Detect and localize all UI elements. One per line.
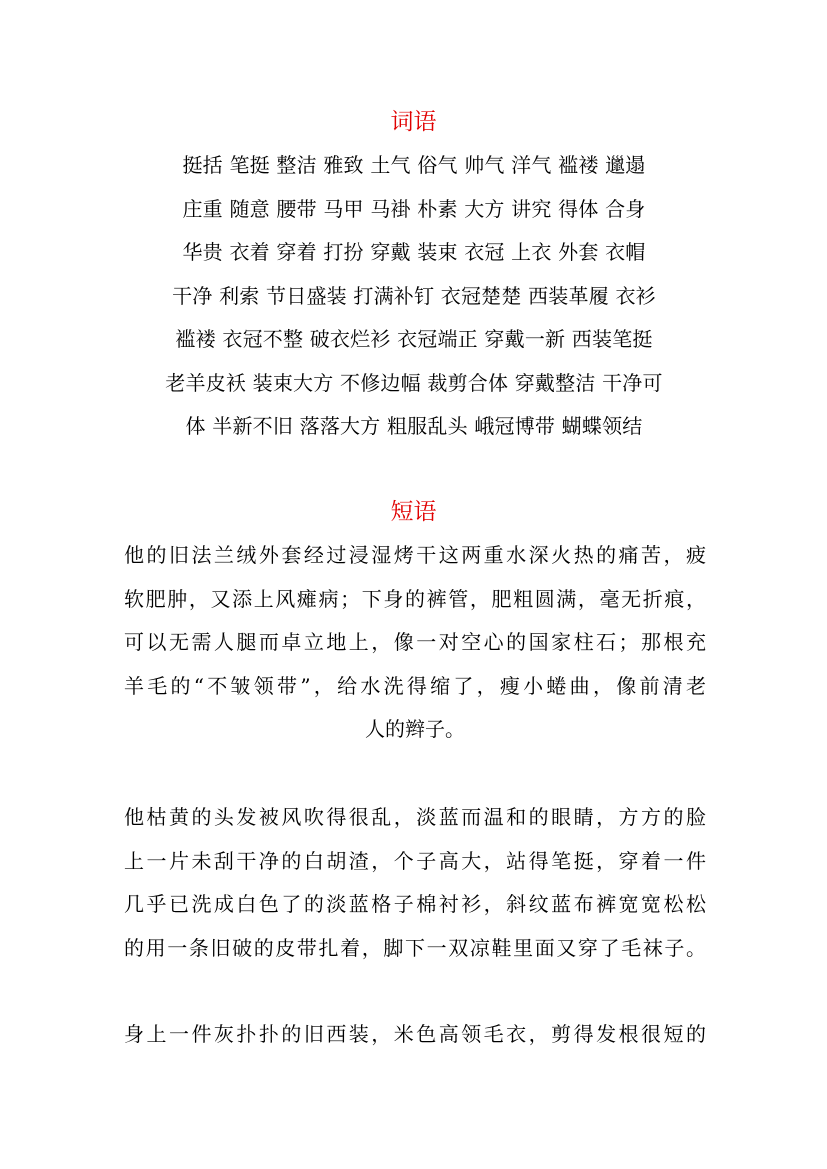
vocabulary-line: 挺括 笔挺 整洁 雅致 土气 俗气 帅气 洋气 褴褛 邋遢: [182, 153, 646, 177]
paragraph-line: 羊毛的“不皱领带”，给水洗得缩了，瘦小蜷曲，像前清老: [124, 673, 706, 698]
paragraph-line: 身上一件灰扑扑的旧西装，米色高领毛衣，剪得发根很短的: [124, 1022, 706, 1046]
paragraph-line: 他的旧法兰绒外套经过浸湿烤干这两重水深火热的痛苦，疲: [124, 543, 706, 567]
paragraph-line: 可以无需人腿而卓立地上，像一对空心的国家柱石；那根充: [124, 630, 706, 654]
paragraph-line: 软肥肿，又添上风瘫病；下身的裤管，肥粗圆满，毫无折痕，: [124, 586, 706, 611]
paragraph-line: 几乎已洗成白色了的淡蓝格子棉衬衫，斜纹蓝布裤宽宽松松: [124, 892, 706, 916]
paragraph-line: 人的辫子。: [365, 717, 465, 741]
phrase-paragraph-1: [124, 540, 706, 758]
paragraph-line: 上一片未刮干净的白胡渣，个子高大，站得笔挺，穿着一件: [124, 848, 706, 873]
vocabulary-line: 庄重 随意 腰带 马甲 马褂 朴素 大方 讲究 得体 合身: [182, 196, 646, 221]
paragraph-line: 的用一条旧破的皮带扎着，脚下一双凉鞋里面又穿了毛袜子。: [124, 935, 706, 960]
vocabulary-line: 褴褛 衣冠不整 破衣烂衫 衣冠端正 穿戴一新 西装笔挺: [175, 327, 653, 351]
section-title-phrases: 短语: [390, 499, 437, 525]
vocabulary-line: 老羊皮袄 装束大方 不修边幅 裁剪合体 穿戴整洁 干净可: [165, 370, 663, 395]
phrase-paragraph-2: [124, 802, 706, 976]
section-title-vocabulary: 词语: [390, 109, 437, 135]
paragraph-line: 他枯黄的头发被风吹得很乱，淡蓝而温和的眼睛，方方的脸: [124, 805, 706, 829]
vocabulary-list: [110, 150, 718, 455]
phrase-paragraph-3: [124, 1019, 706, 1063]
vocabulary-line: 华贵 衣着 穿着 打扮 穿戴 装束 衣冠 上衣 外套 衣帽: [182, 240, 646, 264]
vocabulary-line: 干净 利索 节日盛装 打满补钉 衣冠楚楚 西装革履 衣衫: [172, 283, 656, 308]
vocabulary-line: 体 半新不旧 落落大方 粗服乱头 峨冠博带 蝴蝶领结: [185, 414, 643, 438]
